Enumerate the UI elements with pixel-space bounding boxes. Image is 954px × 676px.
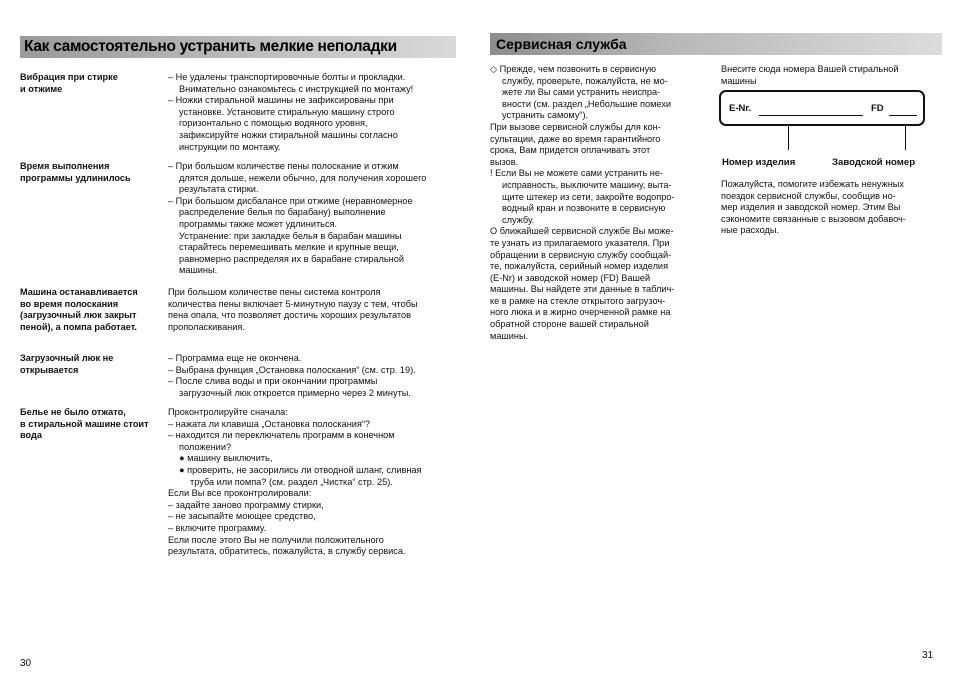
service-text-line: (E-Nr) и заводской номер (FD) Вашей (490, 272, 651, 283)
issue-label-line: Время выполнения (20, 161, 110, 171)
page-number-left: 30 (20, 658, 32, 669)
issue-content-line: Устранение: при закладке белья в барабан машины (179, 230, 402, 241)
service-intro-line: Внесите сюда номера Вашей стиральной (721, 64, 899, 74)
service-text-line: вызов. (490, 156, 519, 167)
issue-content-line: – задайте заново программу стирки, (168, 499, 324, 510)
service-text-line: сультации, даже во время гарантийного (490, 133, 661, 144)
issue-content (168, 353, 458, 399)
product-number-label: Номер изделия (722, 157, 796, 168)
service-intro (721, 64, 936, 87)
enr-label: E-Nr. (729, 103, 752, 114)
service-note-line: сэкономите связанные с вызовом добавоч- (721, 213, 906, 224)
service-column-1 (490, 64, 710, 342)
issue-content-line: Если после этого Вы не получили положительного (168, 534, 384, 545)
issue-label-line: и отжиме (20, 83, 63, 94)
issue-content-line: – После слива воды и при окончании программы (168, 376, 378, 387)
issue-content-line: загрузочный люк откроется примерно через 2 минуты. (179, 387, 411, 398)
issue-content (168, 72, 458, 153)
issue-content-line: Внимательно ознакомьтесь с инструкцией по монтажу! (179, 83, 414, 94)
issue-label (20, 72, 166, 95)
service-text-line: те, пожалуйста, серийный номер изделия (490, 261, 669, 272)
issue-content-line: горизонтально с помощью водяного уровня, (179, 118, 368, 129)
issue-content-line: пена опала, что позволяет достичь хороших результатов (168, 310, 411, 321)
issue-content-line: старайтесь перемешивать мелкие и крупные вещи, (179, 242, 399, 253)
issue-content-line: – не засыпайте моющее средство, (168, 511, 316, 522)
issue-label-line: во время полоскания (20, 298, 119, 309)
issue-content-line: – При большом количестве пены полоскание и отжим (168, 161, 399, 171)
issue-content-line: установке. Установите стиральную машину строго (179, 106, 395, 117)
enr-blank-line (759, 115, 863, 116)
service-text-line: ! Если Вы не можете сами устранить не- (490, 168, 664, 179)
issue-content-line: результата стирки. (179, 184, 259, 195)
serial-number-frame (719, 90, 925, 126)
service-text-line: исправность, выключите машину, выта- (502, 179, 672, 190)
issue-content-line: труба или помпа? (см. раздел „Чистка“ стр. 25). (190, 476, 393, 487)
service-text-line: ного люка и в жирно очерченной рамке на (490, 307, 671, 318)
issue-content-line: – Ножки стиральной машины не зафиксированы при (168, 95, 394, 106)
service-text-line: ◇ Прежде, чем позвонить в сервисную (490, 64, 657, 74)
service-text-line: О ближайшей сервисной службе Вы може- (490, 226, 674, 237)
issue-content-line: распределение белья по барабану) выполнение (179, 207, 386, 218)
service-text-line: щите штекер из сети, закройте водопро- (502, 191, 675, 202)
page-number-right: 31 (922, 650, 934, 661)
service-text-line: водный кран и позвоните в сервисную (502, 203, 666, 214)
heading-text: Как самостоятельно устранить мелкие неполадки (24, 38, 397, 55)
issue-content-line: равномерно распределяя их в барабане стиральной (179, 253, 404, 264)
service-note-line: поездок сервисной службы, сообщив но- (721, 190, 896, 201)
issue-content-line: – При большом дисбалансе при отжиме (неравномерное (168, 195, 413, 206)
service-text-line: вности (см. раздел „Небольшие помехи (502, 98, 672, 109)
issue-label-line: вода (20, 430, 42, 441)
issue-label-line: Вибрация при стирке (20, 72, 118, 82)
issue-label-line: пеной), а помпа работает. (20, 321, 137, 332)
issue-content-line: – включите программу. (168, 522, 267, 533)
issue-content-line: положении? (179, 441, 232, 452)
issue-label (20, 287, 166, 333)
issue-content-line: зафиксируйте ножки стиральной машины согласно (179, 129, 398, 140)
issue-label-line: открывается (20, 364, 79, 375)
issue-content-line: – нажата ли клавиша „Остановка полоскания“? (168, 418, 371, 429)
service-intro-line: машины (721, 75, 757, 86)
issue-label-line: Белье не было отжато, (20, 407, 126, 417)
issue-content-line: инструкции по монтажу. (179, 141, 281, 152)
issue-content-line: ● проверить, не засорились ли отводной шланг, сливная (179, 464, 422, 475)
service-text-line: обращении в сервисную службу сообщай- (490, 249, 672, 260)
issue-content-line: машины. (179, 265, 218, 276)
fd-blank-line (889, 115, 917, 116)
service-text-line: машины. Вы найдете эти данные в таблич- (490, 284, 675, 295)
product-number-pointer (788, 126, 789, 150)
issue-content-line: длятся дольше, нежели обычно, для получения хорошего (179, 172, 427, 183)
issue-content-line: – Не удалены транспортировочные болты и прокладки. (168, 72, 406, 82)
service-text-line: обратной стороне вашей стиральной (490, 319, 649, 330)
service-note (721, 179, 936, 237)
right-page (478, 0, 954, 676)
service-text-line: те узнать из прилагаемого указателя. При (490, 237, 670, 248)
service-note-line: мер изделия и заводской номер. Этим Вы (721, 202, 901, 213)
issue-label (20, 407, 166, 442)
issue-content-line: прополаскивания. (168, 321, 245, 332)
page-heading-service (490, 33, 942, 55)
fd-label: FD (871, 103, 884, 114)
service-text-line: машины. (490, 330, 529, 341)
service-text-line: При вызове сервисной службы для кон- (490, 121, 661, 132)
issue-content-line: программы также может удлиниться. (179, 218, 338, 229)
service-text-line: службу, проверьте, пожалуйста, не мо- (502, 75, 668, 86)
issue-label-line: (загрузочный люк закрыт (20, 310, 137, 321)
issue-content (168, 407, 458, 558)
issue-label-line: Машина останавливается (20, 287, 138, 297)
issue-content-line: – Программа еще не окончена. (168, 353, 302, 363)
issue-content (168, 161, 458, 277)
service-text-line: службу. (502, 214, 535, 225)
service-text-line: жете ли Вы сами устранить неиспра- (502, 87, 661, 98)
issue-content-line: ● машину выключить, (179, 453, 273, 464)
issue-label-line: программы удлинилось (20, 172, 131, 183)
issue-content-line: количества пены включает 5-минутную паузу с тем, чтобы (168, 298, 418, 309)
issue-content-line: – Выбрана функция „Остановка полоскания“ (см. стр. 19). (168, 364, 416, 375)
issue-content-line: Проконтролируйте сначала: (168, 407, 288, 417)
issue-content-line: – находится ли переключатель программ в конечном (168, 430, 395, 441)
service-note-line: ные расходы. (721, 225, 780, 236)
service-text-line: срока, Вам придется оплачивать этот (490, 145, 651, 156)
page-heading-troubleshooting (20, 36, 456, 58)
issue-content-line: Если Вы все проконтролировали: (168, 488, 312, 499)
issue-content (168, 287, 458, 333)
factory-number-label: Заводской номер (832, 157, 916, 168)
issue-content-line: результата, обратитесь, пожалуйста, в службу сервиса. (168, 546, 406, 557)
issue-label (20, 161, 166, 184)
service-text-line: ке в рамке на стекле открытого загрузоч- (490, 295, 666, 306)
issue-content-line: При большом количестве пены система контроля (168, 287, 381, 297)
heading-text: Сервисная служба (496, 36, 627, 52)
issue-label-line: Загрузочный люк не (20, 353, 114, 363)
issue-label (20, 353, 166, 376)
issue-label-line: в стиральной машине стоит (20, 418, 149, 429)
factory-number-pointer (905, 126, 906, 150)
service-text-line: устранить самому“). (502, 110, 589, 121)
service-note-line: Пожалуйста, помогите избежать ненужных (721, 179, 905, 189)
